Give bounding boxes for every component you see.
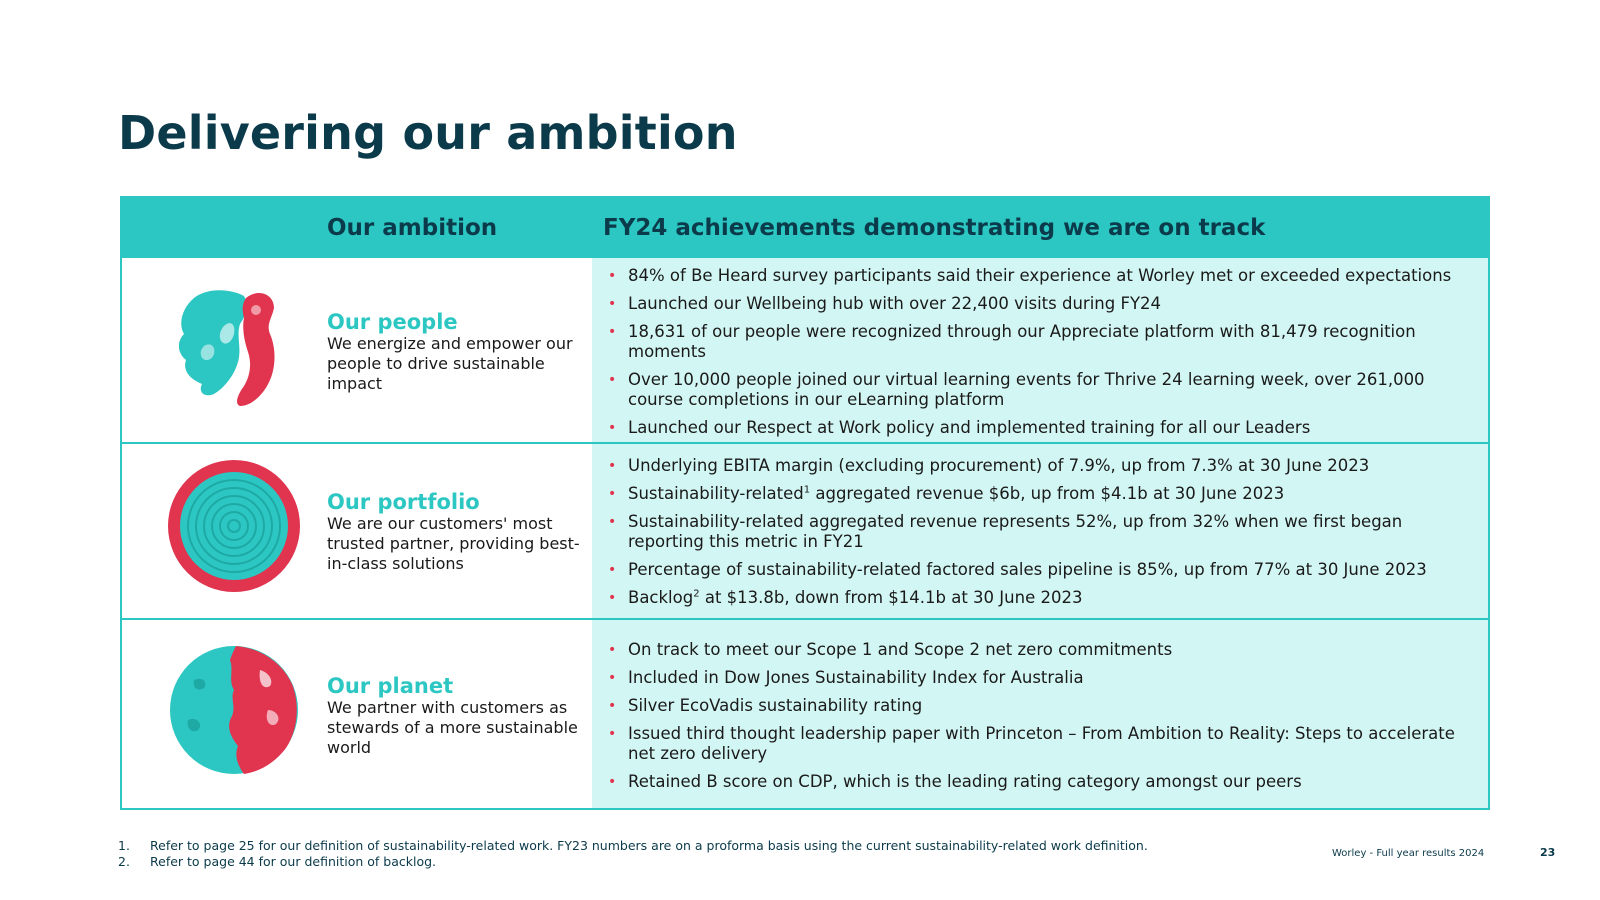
achievements-list [606,266,1474,446]
ambition-description: We energize and empower our people to drive sustainable impact [327,334,573,393]
achievements-cell [592,620,1488,808]
ambition-table [120,196,1490,810]
list-item: • Sustainability-related aggregated revenue represents 52%, up from 32% when we first began reporting this metric in FY21 [608,512,1403,551]
ambition-title: Our portfolio [327,490,480,514]
list-item: • Included in Dow Jones Sustainability Index for Australia [608,668,1084,687]
list-item: • Percentage of sustainability-related factored sales pipeline is 85%, up from 77% at 30 June 2023 [608,560,1427,579]
planet-globe-icon [164,640,304,780]
table-row [122,618,1488,808]
list-item: • Launched our Wellbeing hub with over 22,400 visits during FY24 [608,294,1162,313]
list-item: • 18,631 of our people were recognized through our Appreciate platform with 81,479 recognition moments [608,322,1416,361]
portfolio-tree-rings-icon [164,456,304,596]
table-header [122,198,1488,258]
list-item: • On track to meet our Scope 1 and Scope 2 net zero commitments [608,640,1173,659]
list-item: • Issued third thought leadership paper with Princeton – From Ambition to Reality: Steps to accelerate net zero delivery [608,724,1455,763]
header-ambition: Our ambition [327,215,498,241]
list-item: • Underlying EBITA margin (excluding procurement) of 7.9%, up from 7.3% at 30 June 2023 [608,456,1370,475]
header-achievements: FY24 achievements demonstrating we are on track [603,215,1266,241]
footnote-2: 2. Refer to page 44 for our definition of backlog. [118,854,437,869]
ambition-description: We partner with customers as stewards of a more sustainable world [327,698,578,757]
achievements-cell [592,444,1488,618]
ambition-people [327,310,582,394]
page-number: 23 [1540,846,1556,859]
ambition-title: Our planet [327,674,454,698]
ambition-title: Our people [327,310,458,334]
footnote-1: 1. Refer to page 25 for our definition of sustainability-related work. FY23 numbers are on a proforma basis using the current sustainability-related work definition. [118,838,1148,853]
table-row [122,442,1488,618]
page-title: Delivering our ambition [118,106,738,160]
achievements-list [606,456,1474,616]
list-item: • Over 10,000 people joined our virtual learning events for Thrive 24 learning week, over 261,000 course completions in our eLearning platform [608,370,1425,409]
ambition-description: We are our customers' most trusted partner, providing best-in-class solutions [327,514,580,573]
list-item: • Retained B score on CDP, which is the leading rating category amongst our peers [608,772,1302,791]
table-row [122,258,1488,442]
footnotes [118,838,1148,870]
footer-label: Worley - Full year results 2024 [1332,848,1485,859]
list-item: • Sustainability-related$^1$ aggregated revenue $6b, up from $4.1b at 30 June 2023 [608,484,1285,503]
achievements-list [606,640,1474,800]
achievements-cell [592,258,1488,442]
ambition-planet [327,674,582,758]
list-item: • 84% of Be Heard survey participants said their experience at Worley met or exceeded expectations [608,266,1452,285]
people-texture-circle-icon [164,276,304,416]
ambition-portfolio [327,490,582,574]
list-item: • Launched our Respect at Work policy and implemented training for all our Leaders [608,418,1311,437]
list-item: • Silver EcoVadis sustainability rating [608,696,923,715]
list-item: • Backlog$^2$ at $13.8b, down from $14.1b at 30 June 2023 [608,588,1083,607]
